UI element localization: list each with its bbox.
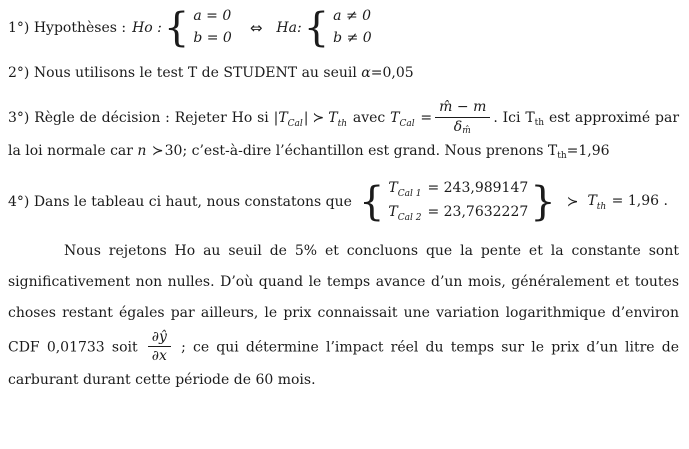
tth-inline xyxy=(525,110,545,129)
h0-case-b: b = 0 xyxy=(193,29,232,46)
T-cal1: T xyxy=(388,180,398,197)
item2-text: 2°) Nous utilisons le test T de STUDENT au seuil xyxy=(8,65,357,82)
ha-cases xyxy=(304,6,374,49)
ha-symbol: Ha: xyxy=(276,19,302,36)
T-th: T xyxy=(587,192,597,209)
mhat-subscript: m̂ xyxy=(462,126,471,137)
cal2-subscript: Cal 2 xyxy=(397,213,422,224)
observation-line xyxy=(8,178,679,226)
cal-subscript: Cal xyxy=(399,119,415,130)
conclusion-part1: Nous rejetons Ho au seuil de 5% et concluons que la pente et la constante sont significativement non nulles. D’où quand le temps avance d’un mois, généralement et toutes choses restant égales par ailleurs, le prix connaissait une variation logarithmique d’environ CDF 0,01733 soit xyxy=(8,243,679,355)
abs-bar: | xyxy=(273,110,279,127)
abs-bar: | xyxy=(303,110,309,127)
item1-label: 1°) Hypothèses : xyxy=(8,19,127,36)
conclusion-part2: ; ce qui détermine l’impact réel du temps sur le prix d’un litre de carburant durant cette période de 60 mois. xyxy=(8,338,679,389)
tcal-values-cases xyxy=(359,178,556,226)
right-brace: } xyxy=(530,179,556,226)
avec-word: avec xyxy=(352,110,386,127)
tcal-abs-inequality xyxy=(273,110,348,130)
alpha-symbol: α xyxy=(361,65,371,82)
conclusion-paragraph xyxy=(8,236,679,396)
T-th: T xyxy=(328,110,338,127)
tth-value-tail: = 1,96 . xyxy=(611,192,668,209)
delta-symbol: δ xyxy=(453,119,463,136)
ici-text: . Ici xyxy=(493,110,521,127)
succ-symbol: ≻ xyxy=(566,194,579,211)
succ-symbol: ≻ xyxy=(312,110,325,127)
succ-symbol: ≻ xyxy=(151,142,164,159)
iff-symbol: ⇔ xyxy=(249,18,263,37)
T-cal2: T xyxy=(388,204,398,221)
h0-symbol: Ho : xyxy=(132,19,162,36)
T-cal: T xyxy=(390,110,400,127)
T-cal: T xyxy=(278,110,288,127)
tcal2-line xyxy=(388,202,528,226)
th-subscript: th xyxy=(596,201,607,212)
cal1-subscript: Cal 1 xyxy=(397,189,422,200)
T-th-inline: T xyxy=(525,110,535,127)
h0-cases xyxy=(164,6,234,49)
thirty-value: 30 xyxy=(164,142,183,159)
n-symbol: n xyxy=(137,142,147,159)
hypotheses-line xyxy=(8,6,679,49)
tcal1-line xyxy=(388,178,528,202)
item3-intro: 3°) Règle de décision : Rejeter Ho si xyxy=(8,110,269,127)
derivative-fraction xyxy=(148,329,171,366)
cal-subscript: Cal xyxy=(287,119,303,130)
item3-line2: approximé par la loi normale car xyxy=(8,110,680,159)
th-subscript: th xyxy=(534,118,545,129)
item4-intro: 4°) Dans le tableau ci haut, nous constatons que xyxy=(8,194,352,211)
n-condition xyxy=(137,143,481,159)
fraction-denominator xyxy=(454,118,472,137)
est-word: est xyxy=(548,110,571,127)
tcal1-value: = 243,989147 xyxy=(427,180,529,197)
tth-comparison xyxy=(587,193,667,212)
decision-rule-paragraph xyxy=(8,99,679,166)
th-subscript: th xyxy=(557,150,567,161)
item3-line2b: ; c’est-à-dire l’échantillon est grand. Nous xyxy=(182,142,482,159)
ha-case-b: b ≠ 0 xyxy=(333,29,372,46)
student-test-line xyxy=(8,65,679,81)
left-brace: { xyxy=(163,4,190,51)
left-brace: { xyxy=(303,4,330,51)
tth-196: =1,96 xyxy=(566,142,610,159)
equals-sign: = xyxy=(420,110,433,127)
ha-case-a: a ≠ 0 xyxy=(333,8,372,24)
tcal2-value: = 23,7632227 xyxy=(427,204,529,221)
tth-value xyxy=(548,143,610,159)
T-th-inline: T xyxy=(547,142,558,159)
fraction-numerator: m̂ − m xyxy=(435,99,490,118)
left-brace: { xyxy=(358,179,385,226)
th-subscript: th xyxy=(337,119,348,130)
alpha-value: =0,05 xyxy=(370,65,414,82)
h0-case-a: a = 0 xyxy=(193,8,232,24)
derivative-denominator: ∂x xyxy=(151,348,167,365)
prenons-word: prenons xyxy=(485,142,544,159)
tcal-fraction xyxy=(435,99,490,137)
tcal-formula xyxy=(390,110,433,130)
derivative-numerator: ∂ŷ xyxy=(148,329,171,348)
